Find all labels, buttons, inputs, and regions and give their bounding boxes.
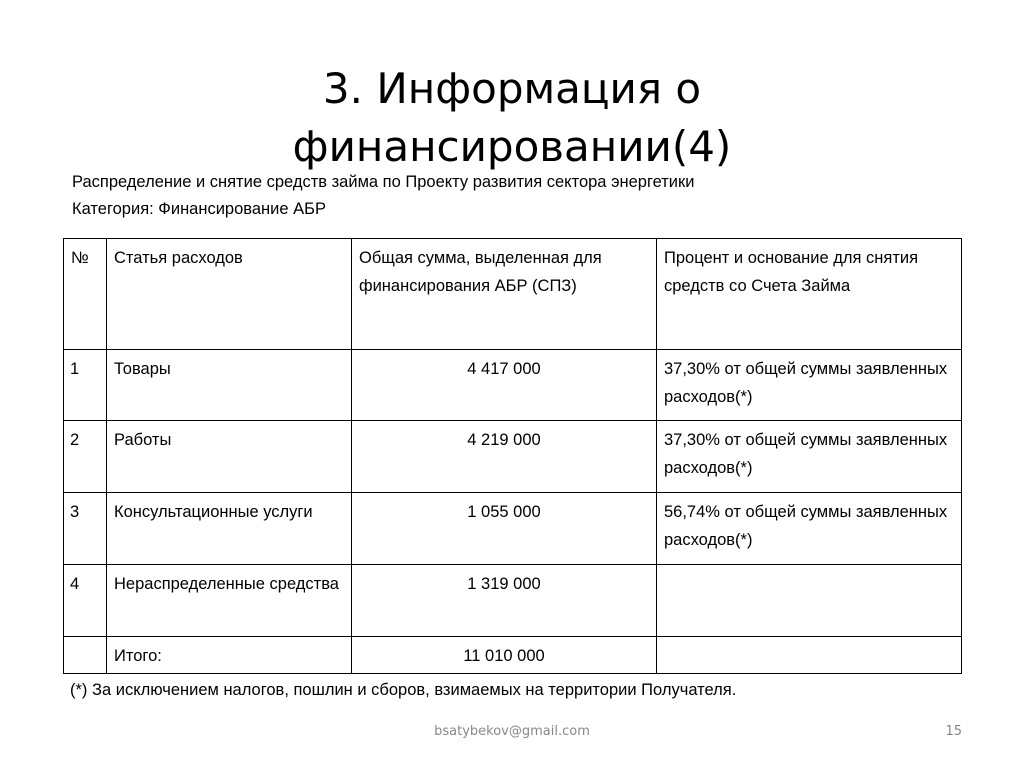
table-row xyxy=(64,421,962,493)
row-percent: 37,30% от общей суммы заявленных расходов(*) xyxy=(657,421,962,493)
row-item: Консультационные услуги xyxy=(107,493,352,565)
row-percent: 37,30% от общей суммы заявленных расходов(*) xyxy=(657,350,962,421)
row-item: Товары xyxy=(107,350,352,421)
row-item: Нераспределенные средства xyxy=(107,565,352,637)
row-item: Работы xyxy=(107,421,352,493)
table-total-row xyxy=(64,637,962,674)
table-row xyxy=(64,565,962,637)
subtitle-category: Категория: Финансирование АБР xyxy=(72,200,326,218)
row-num: 3 xyxy=(64,493,107,565)
table-row xyxy=(64,493,962,565)
slide-number: 15 xyxy=(945,724,962,739)
row-amount: 4 219 000 xyxy=(352,421,657,493)
total-label: Итого: xyxy=(107,637,352,674)
row-amount: 1 319 000 xyxy=(352,565,657,637)
row-amount: 4 417 000 xyxy=(352,350,657,421)
row-percent: 56,74% от общей суммы заявленных расходов(*) xyxy=(657,493,962,565)
total-num-empty xyxy=(64,637,107,674)
footnote: (*) За исключением налогов, пошлин и сборов, взимаемых на территории Получателя. xyxy=(70,681,737,699)
subtitle-project: Распределение и снятие средств займа по Проекту развития сектора энергетики xyxy=(72,173,695,191)
row-num: 1 xyxy=(64,350,107,421)
total-percent-empty xyxy=(657,637,962,674)
header-num: № xyxy=(64,239,107,350)
slide-title-line-2: финансировании(4) xyxy=(292,122,732,172)
header-amount: Общая сумма, выделенная для финансирования АБР (СПЗ) xyxy=(352,239,657,350)
slide-title-line-1: 3. Информация о xyxy=(322,64,702,114)
row-num: 4 xyxy=(64,565,107,637)
table-header-row xyxy=(64,239,962,350)
financing-table xyxy=(63,238,962,674)
table-row xyxy=(64,350,962,421)
row-num: 2 xyxy=(64,421,107,493)
slide-title xyxy=(0,60,1024,176)
total-amount: 11 010 000 xyxy=(352,637,657,674)
footer-email: bsatybekov@gmail.com xyxy=(434,724,590,739)
row-percent xyxy=(657,565,962,637)
row-amount: 1 055 000 xyxy=(352,493,657,565)
header-percent: Процент и основание для снятия средств со Счета Займа xyxy=(657,239,962,350)
header-item: Статья расходов xyxy=(107,239,352,350)
